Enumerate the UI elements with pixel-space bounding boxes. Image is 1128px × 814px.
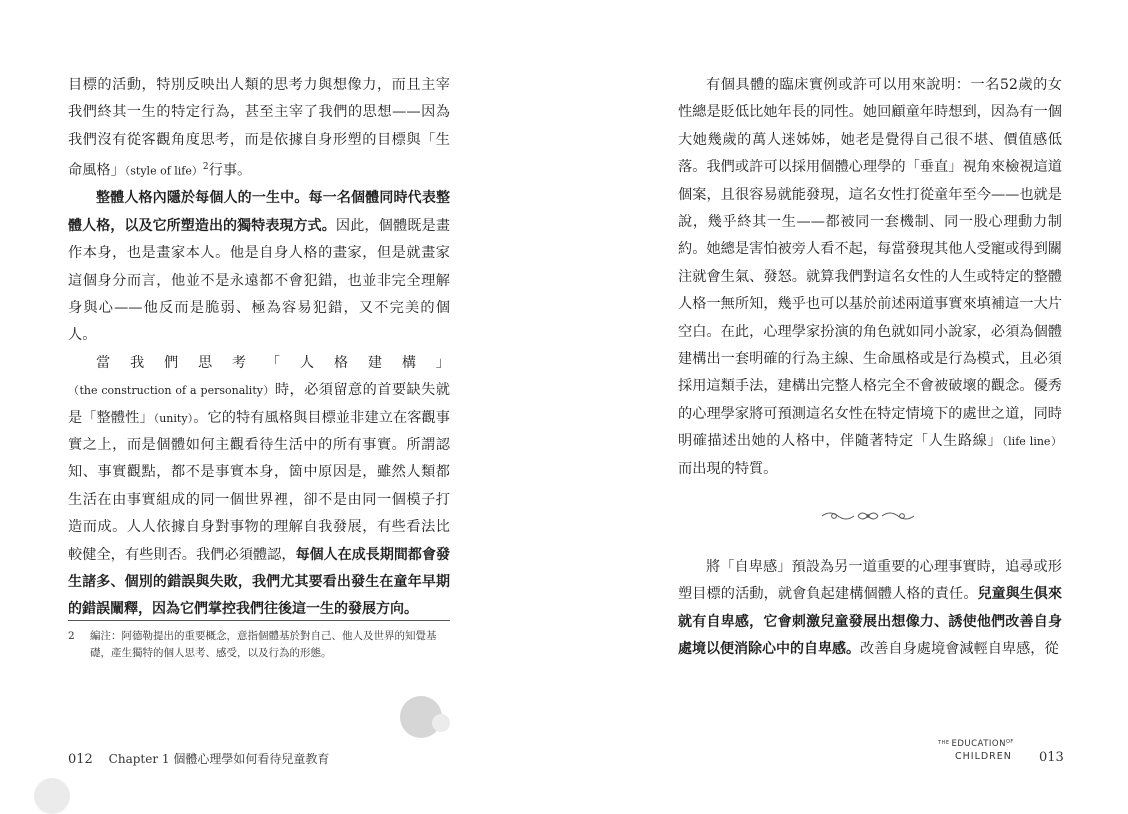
decorative-circle-small xyxy=(432,714,450,732)
chapter-title: 個體心理學如何看待兒童教育 xyxy=(173,752,330,766)
text-run: 行事。 xyxy=(208,162,252,179)
left-paragraph-2 xyxy=(68,185,450,349)
right-body-text xyxy=(678,72,1062,483)
bold-text-run: 兒童與生俱來就有自卑感，它會刺激兒童發展出想像力、誘使他們改善自身處境以便消除心中的自卑感。 xyxy=(678,586,1062,658)
left-paragraph-1 xyxy=(68,72,450,185)
decorative-circle-corner xyxy=(34,778,70,814)
footnote xyxy=(68,628,450,662)
left-page-number: 012 xyxy=(68,752,93,767)
text-run: （style of life） xyxy=(124,164,203,178)
bold-text-run: 整體人格內隱於每個人的一生中。每一名個體同時代表整體人格，以及它所塑造出的獨特表現方式。 xyxy=(68,190,450,234)
footnote-number: 2 xyxy=(68,630,75,642)
text-run: 有個具體的臨床實例或許可以用來說明：一名52歲的女性總是貶低比她年長的同性。她回顧童年時想到，因為有一個大她幾歲的萬人迷姊姊，她老是覺得自己很不堪、價值感低落。我們或許可以採用個體心理學的「垂直」視角來檢視這道個案，且很容易就能發現，這名女性打從童年至今——也就是說，幾乎終其一生——都被同一套機制、同一股心理動力制約。她總是害怕被旁人看不起，每當發現其他人受寵或得到關注就會生氣、發怒。就算我們對這名女性的人生或特定的整體人格一無所知，幾乎也可以基於前述兩道事實來填補這一大片空白。在此，心理學家扮演的角色就如同小說家，必須為個體建構出一套明確的行為主線、生命風格或是行為模式，且必須採用這類手法，建構出完整人格完全不會被破壞的觀念。優秀的心理學家將可預測這名女性在特定情境下的處世之道，同時明確描述出她的人格中，伴隨著特定「人生路線」 xyxy=(678,77,1062,450)
text-run: 而出現的特質。 xyxy=(678,460,778,477)
footnote-divider xyxy=(68,620,450,621)
text-run: 將「自卑感」預設為另一道重要的心理事實時，追尋或形塑目標的活動，就會負起建構個體人格的責任。 xyxy=(678,559,1062,603)
logo-the: THE xyxy=(938,740,950,746)
right-page xyxy=(564,0,1128,800)
text-run: 。它的特有風格與目標並非建立在客觀事實之上，而是個體如何主觀看待生活中的所有事實。所謂認知、事實觀點，都不是事實本身，箇中原因是，雖然人類都生活在由事實組成的同一個世界裡，卻不是由同一個模子打造而成。人人依據自身對事物的理解自我發展，有些看法比較健全，有些則否。我們必須體認， xyxy=(68,409,450,563)
text-run: 改善自身處境會減輕自卑感，從 xyxy=(860,641,1059,658)
logo-n: N xyxy=(999,739,1006,749)
text-run: 目標的活動，特別反映出人類的思考力與想像力，而且主宰我們終其一生的特定行為，甚至主宰了我們的思想——因為我們沒有從客觀角度思考，而是依據自身形塑的目標與「生命風格」 xyxy=(68,77,450,179)
footnote-reference: 2 xyxy=(202,162,209,173)
text-run: 因此，個體既是畫作本身，也是畫家本人。他是自身人格的畫家，但是就畫家這個身分而言，他並不是永遠都不會犯錯，也並非完全理解身與心——他反而是脆弱、極為容易犯錯，又不完美的個人。 xyxy=(68,217,450,344)
left-paragraph-3 xyxy=(68,350,450,624)
text-run: （unity） xyxy=(153,411,194,425)
text-run: 時，必須留意的首要缺失就是「整體性」 xyxy=(68,382,450,426)
right-paragraph-1 xyxy=(678,72,1062,483)
logo-education: EDUCATI xyxy=(951,739,992,749)
left-running-footer xyxy=(68,750,329,767)
bold-text-run: 每個人在成長期間都會發生諸多、個別的錯誤與失敗，我們尤其要看出發生在童年早期的錯誤闡釋，因為它們掌控我們往後這一生的發展方向。 xyxy=(68,546,450,618)
right-page-number: 013 xyxy=(1039,750,1064,765)
logo-of: OF xyxy=(1005,739,1014,745)
footnote-text: 編注：阿德勒提出的重要概念，意指個體基於對自己、他人及世界的知覺基礎，產生獨特的個人思考、感受，以及行為的形態。 xyxy=(90,630,437,659)
right-paragraph-2 xyxy=(678,554,1062,664)
section-divider-ornament-icon xyxy=(820,508,916,524)
chapter-label: Chapter 1 xyxy=(108,752,170,766)
right-body-text-lower xyxy=(678,554,1062,664)
logo-children: CHILDREN xyxy=(955,751,1012,762)
logo-o-mark: O xyxy=(991,739,1000,749)
text-run: （the construction of a personality） xyxy=(68,384,275,398)
left-body-text xyxy=(68,72,450,624)
right-running-footer xyxy=(938,738,1064,768)
text-run: 當我們思考「人格建構」 xyxy=(96,354,450,371)
left-page xyxy=(0,0,564,800)
text-run: （life line） xyxy=(1002,435,1062,449)
